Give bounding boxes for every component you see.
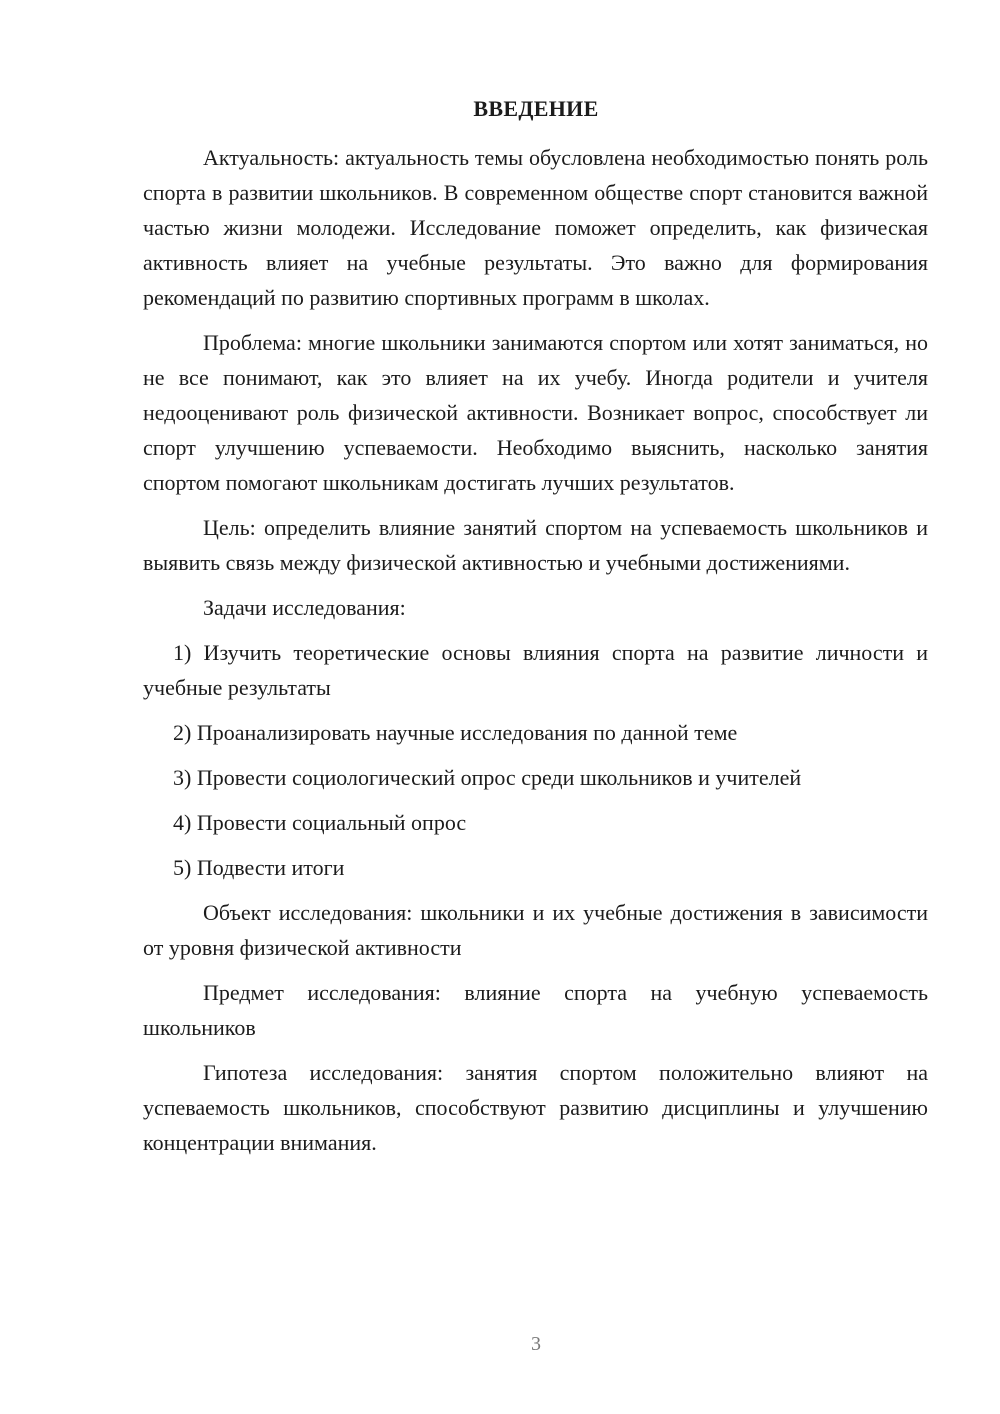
list-item: 2) Проанализировать научные исследования по данной теме — [173, 720, 738, 745]
paragraph-problem: Проблема: многие школьники занимаются спортом или хотят заниматься, но не все понимают, как это влияет на их учебу. Иногда родители и учителя недооценивают роль физической активности. Возникает вопрос, способствует ли спорт улучшению успеваемости. Необходимо выяснить, насколько занятия спортом помогают школьникам достигать лучших результатов. — [143, 330, 928, 495]
list-item: 4) Провести социальный опрос — [173, 810, 467, 835]
paragraph-subject: Предмет исследования: влияние спорта на учебную успеваемость школьников — [143, 980, 928, 1040]
list-item: 3) Провести социологический опрос среди школьников и учителей — [173, 765, 802, 790]
list-item: 1) Изучить теоретические основы влияния спорта на развитие личности и учебные результаты — [143, 640, 928, 700]
body-text — [143, 140, 928, 1160]
tasks-list — [143, 635, 928, 885]
paragraph-object: Объект исследования: школьники и их учебные достижения в зависимости от уровня физической активности — [143, 900, 928, 960]
section-heading: ВВЕДЕНИЕ — [473, 96, 599, 121]
tasks-title: Задачи исследования: — [203, 595, 406, 620]
page-number: 3 — [531, 1333, 541, 1355]
paragraph-relevance: Актуальность: актуальность темы обусловлена необходимостью понять роль спорта в развитии школьников. В современном обществе спорт становится важной частью жизни молодежи. Исследование поможет определить, как физическая активность влияет на учебные результаты. Это важно для формирования рекомендаций по развитию спортивных программ в школах. — [143, 145, 928, 310]
paragraph-hypothesis: Гипотеза исследования: занятия спортом положительно влияют на успеваемость школьников, способствуют развитию дисциплины и улучшению концентрации внимания. — [143, 1060, 928, 1155]
paragraph-goal: Цель: определить влияние занятий спортом на успеваемость школьников и выявить связь между физической активностью и учебными достижениями. — [143, 515, 928, 575]
list-item: 5) Подвести итоги — [173, 855, 345, 880]
